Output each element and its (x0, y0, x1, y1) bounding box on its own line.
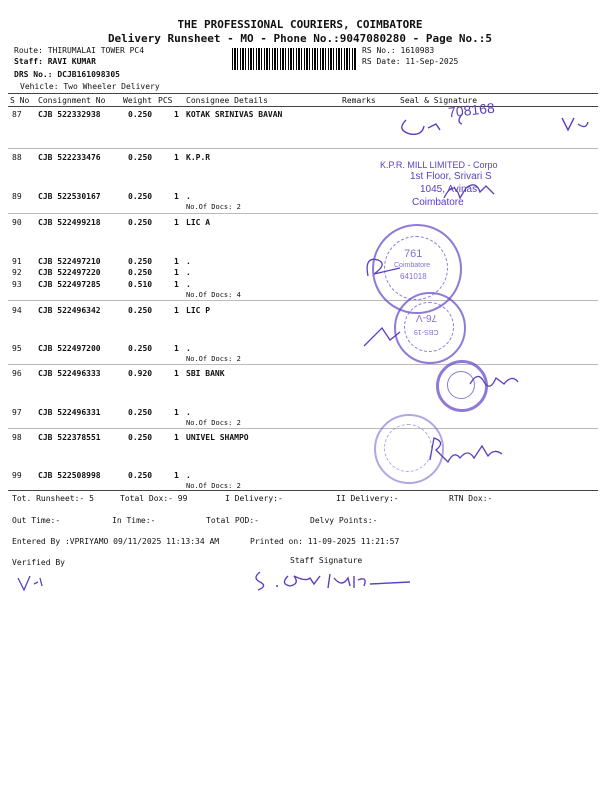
row-docs-count: No.Of Docs: 2 (186, 419, 241, 427)
row-consignment-no: CJB 522496342 (38, 306, 101, 315)
verified-by-label: Verified By (12, 558, 65, 567)
rs-date: RS Date: 11-Sep-2025 (362, 57, 459, 66)
col-weight: Weight (123, 96, 152, 105)
row-docs-count: No.Of Docs: 2 (186, 355, 241, 363)
row-sno: 95 (12, 344, 22, 353)
row-pcs: 1 (174, 153, 179, 162)
row-sno: 97 (12, 408, 22, 417)
row-consignee: LIC P (186, 306, 211, 315)
row-weight: 0.250 (128, 471, 153, 480)
row-consignment-no: CJB 522233476 (38, 153, 101, 162)
row-consignee: . (186, 471, 191, 480)
row-weight: 0.920 (128, 369, 153, 378)
col-pcs: PCS (158, 96, 173, 105)
in-time: In Time:- (112, 516, 156, 525)
handwritten-number-87: 708168 (447, 99, 496, 121)
row-consignee: . (186, 280, 191, 289)
document-title: THE PROFESSIONAL COURIERS, COIMBATORE (177, 18, 423, 31)
kpr-stamp-line3: 1045, Avinas (420, 184, 478, 195)
document-subtitle: Delivery Runsheet - MO - Phone No.:9047080280 - Page No.:5 (107, 32, 493, 45)
row-consignee: . (186, 344, 191, 353)
row-consignee: KOTAK SRINIVAS BAVAN (186, 110, 283, 119)
row-consignment-no: CJB 522497200 (38, 344, 101, 353)
row-pcs: 1 (174, 369, 179, 378)
col-sno: S No (10, 96, 30, 105)
row-weight: 0.250 (128, 218, 153, 227)
entered-by: Entered By :VPRIYAMO 09/11/2025 11:13:34 AM (12, 537, 220, 546)
kpr-stamp-line1: K.P.R. MILL LIMITED - Corpo (380, 160, 498, 170)
lic-p-signature (360, 320, 410, 350)
i-delivery: I Delivery:- (225, 494, 283, 503)
row-weight: 0.250 (128, 153, 153, 162)
lic-stamp-1-code: 761 (404, 248, 423, 260)
row-consignee: . (186, 408, 191, 417)
staff-signature-label: Staff Signature (290, 556, 363, 565)
row-sno: 92 (12, 268, 22, 277)
row-pcs: 1 (174, 192, 179, 201)
row-consignee: K.P.R (186, 153, 211, 162)
row-sno: 91 (12, 257, 22, 266)
row-consignment-no: CJB 522332938 (38, 110, 101, 119)
row-sno: 93 (12, 280, 22, 289)
row-sno: 87 (12, 110, 22, 119)
row-sno: 89 (12, 192, 22, 201)
row-consignment-no: CJB 522496331 (38, 408, 101, 417)
row-weight: 0.250 (128, 110, 153, 119)
staff-signature (250, 564, 410, 594)
row-weight: 0.250 (128, 344, 153, 353)
row-consignee: . (186, 192, 191, 201)
col-consignment: Consignment No (38, 96, 106, 105)
rtn-dox: RTN Dox:- (449, 494, 493, 503)
row-consignment-no: CJB 522496333 (38, 369, 101, 378)
row-consignee: SBI BANK (186, 369, 225, 378)
row-pcs: 1 (174, 471, 179, 480)
row-consignment-no: CJB 522508998 (38, 471, 101, 480)
row-consignee: UNIVEL SHAMPO (186, 433, 249, 442)
col-remarks: Remarks (342, 96, 376, 105)
sbi-signature (466, 364, 526, 394)
row-sno: 98 (12, 433, 22, 442)
kpr-stamp-line4: Coimbatore (412, 197, 464, 208)
univel-signature (424, 432, 514, 472)
row-weight: 0.250 (128, 268, 153, 277)
delvy-points: Delvy Points:- (310, 516, 378, 525)
row-weight: 0.250 (128, 306, 153, 315)
row-docs-count: No.Of Docs: 2 (186, 203, 241, 211)
row-pcs: 1 (174, 218, 179, 227)
row-consignee: LIC A (186, 218, 211, 227)
verifier-signature (14, 572, 54, 596)
total-dox: Total Dox:- 99 (120, 494, 188, 503)
row-weight: 0.250 (128, 257, 153, 266)
row-docs-count: No.Of Docs: 2 (186, 482, 241, 490)
out-time: Out Time:- (12, 516, 61, 525)
kpr-stamp-line2: 1st Floor, Srivari S (410, 171, 492, 182)
total-pod: Total POD:- (206, 516, 259, 525)
row-consignment-no: CJB 522378551 (38, 433, 101, 442)
row-weight: 0.250 (128, 408, 153, 417)
row-consignment-no: CJB 522497210 (38, 257, 101, 266)
lic-a-signature (360, 246, 423, 286)
kpr-signature (440, 168, 520, 208)
row-sno: 99 (12, 471, 22, 480)
col-consignee: Consignee Details (186, 96, 268, 105)
row-pcs: 1 (174, 344, 179, 353)
row-pcs: 1 (174, 268, 179, 277)
row-pcs: 1 (174, 306, 179, 315)
row-pcs: 1 (174, 280, 179, 289)
row-pcs: 1 (174, 110, 179, 119)
lic-stamp-2-code: 76-V (416, 312, 438, 323)
staff-label: Staff: RAVI KUMAR (14, 57, 96, 66)
row-consignment-no: CJB 522499218 (38, 218, 101, 227)
rs-number: RS No.: 1610983 (362, 46, 435, 55)
row-sno: 94 (12, 306, 22, 315)
lic-stamp-2-branch: CBS-19 (414, 328, 439, 335)
printed-on: Printed on: 11-09-2025 11:21:57 (250, 537, 400, 546)
row-weight: 0.250 (128, 433, 153, 442)
lic-stamp-1-pin: 641018 (400, 272, 427, 281)
row-sno: 96 (12, 369, 22, 378)
ii-delivery: II Delivery:- (336, 494, 399, 503)
row-pcs: 1 (174, 433, 179, 442)
row-pcs: 1 (174, 257, 179, 266)
row-consignment-no: CJB 522530167 (38, 192, 101, 201)
vehicle-label: Vehicle: Two Wheeler Delivery (20, 82, 160, 91)
row-consignment-no: CJB 522497285 (38, 280, 101, 289)
row-weight: 0.510 (128, 280, 153, 289)
row-pcs: 1 (174, 408, 179, 417)
row-consignee: . (186, 257, 191, 266)
col-seal: Seal & Signature (400, 96, 478, 105)
row-weight: 0.250 (128, 192, 153, 201)
route-label: Route: THIRUMALAI TOWER PC4 (14, 46, 145, 55)
row-sno: 90 (12, 218, 22, 227)
barcode (232, 48, 356, 70)
row-docs-count: No.Of Docs: 4 (186, 291, 241, 299)
total-runsheet: Tot. Runsheet:- 5 (12, 494, 94, 503)
row-sno: 88 (12, 153, 22, 162)
row-consignee: . (186, 268, 191, 277)
drs-label: DRS No.: DCJB161098305 (14, 70, 120, 79)
lic-stamp-1-city: Coimbatore (394, 262, 431, 269)
row-consignment-no: CJB 522497220 (38, 268, 101, 277)
